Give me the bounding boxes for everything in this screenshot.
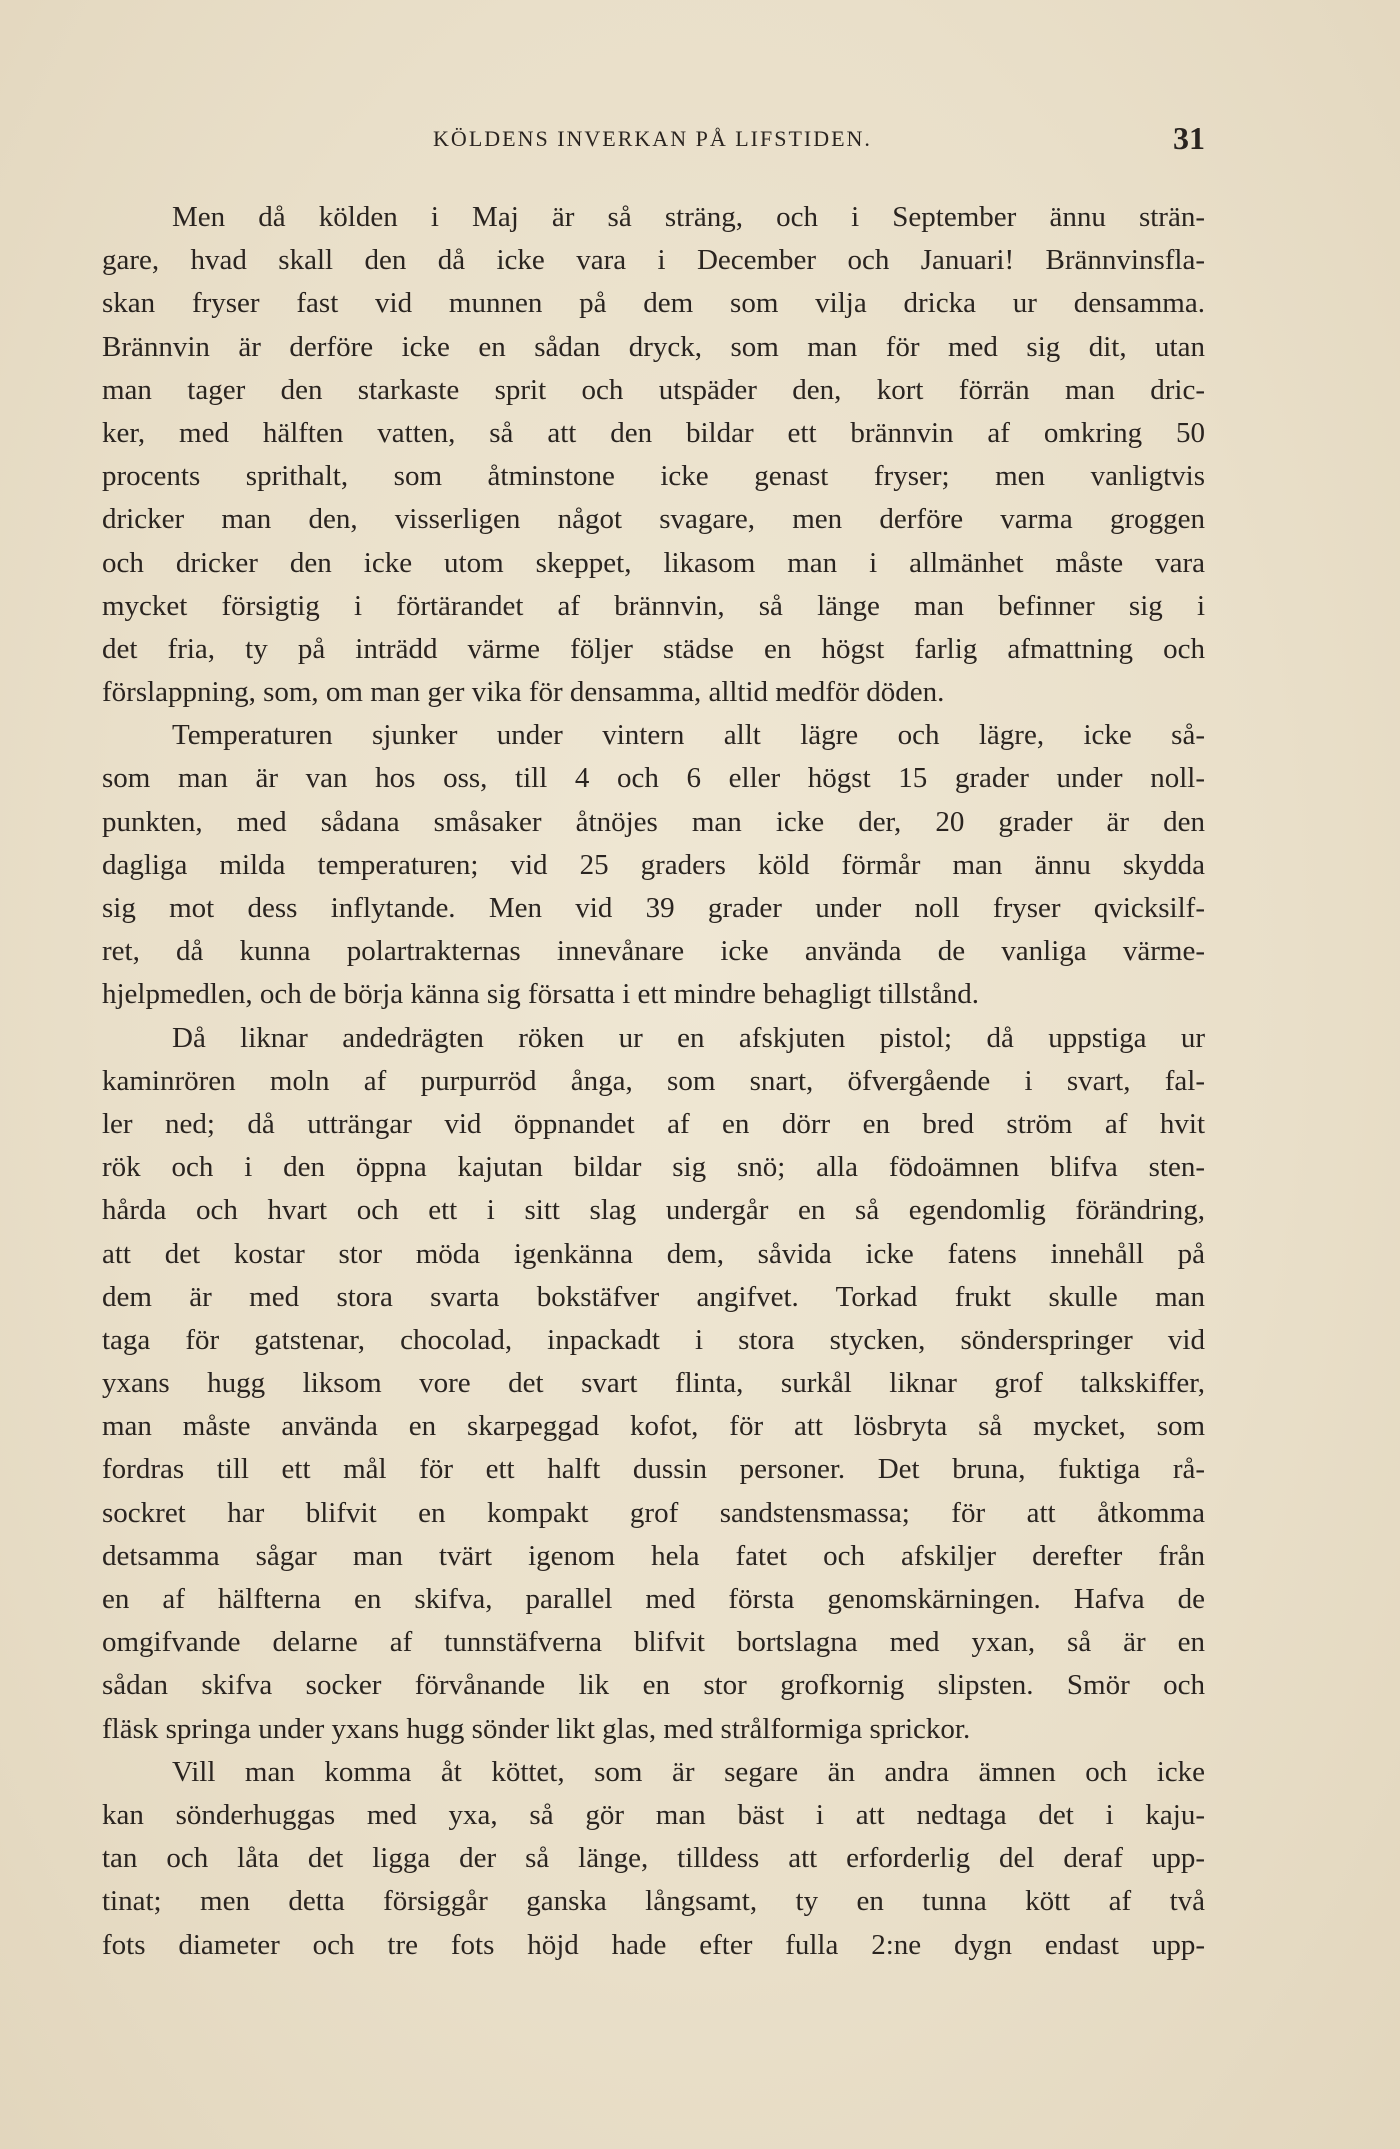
text-line: omgifvande delarne af tunnstäfverna blifvit bortslagna med yxan, så är en [102,1626,1205,1659]
text-line: sådan skifva socker förvånande lik en stor grofkornig slipsten. Smör och [102,1669,1205,1702]
text-line: dem är med stora svarta bokstäfver angifvet. Torkad frukt skulle man [102,1280,1205,1313]
text-line: punkten, med sådana småsaker åtnöjes man icke der, 20 grader är den [102,805,1205,838]
text-line: mycket försigtig i förtärandet af brännvin, så länge man befinner sig i [102,589,1205,622]
text-line: Då liknar andedrägten röken ur en afskjuten pistol; då uppstiga ur [172,1021,1205,1054]
text-line: sockret har blifvit en kompakt grof sandstensmassa; för att åtkomma [102,1496,1205,1529]
text-line: kan sönderhuggas med yxa, så gör man bäst i att nedtaga det i kaju- [102,1798,1205,1831]
text-line: kaminrören moln af purpurröd ånga, som snart, öfvergående i svart, fal- [102,1064,1205,1097]
text-line: tan och låta det ligga der så länge, tilldess att erforderlig del deraf upp- [102,1842,1205,1875]
text-line: det fria, ty på inträdd värme följer städse en högst farlig afmattning och [102,632,1205,665]
body-text [102,196,1205,1967]
text-line: Men då kölden i Maj är så sträng, och i September ännu strän- [172,201,1205,233]
text-line: procents sprithalt, som åtminstone icke genast fryser; men vanligtvis [102,460,1205,493]
text-line: att det kostar stor möda igenkänna dem, såvida icke fatens innehåll på [102,1237,1205,1270]
text-line: fots diameter och tre fots höjd hade efter fulla 2:ne dygn endast upp- [102,1928,1205,1961]
text-line: gare, hvad skall den då icke vara i December och Januari! Brännvinsfla- [102,244,1205,277]
text-line: Temperaturen sjunker under vintern allt lägre och lägre, icke så- [172,719,1205,752]
text-line: taga för gatstenar, chocolad, inpackadt i stora stycken, sönderspringer vid [102,1323,1205,1356]
page-number: 31 [1173,120,1205,156]
text-line: Brännvin är derföre icke en sådan dryck, som man för med sig dit, utan [102,330,1205,363]
text-line: ler ned; då utträngar vid öppnandet af en dörr en bred ström af hvit [102,1107,1205,1140]
text-line: fordras till ett mål för ett halft dussin personer. Det bruna, fuktiga rå- [102,1453,1205,1486]
text-line: ker, med hälften vatten, så att den bildar ett brännvin af omkring 50 [102,416,1205,449]
text-line: hjelpmedlen, och de börja känna sig försatta i ett mindre behagligt tillstånd. [102,978,980,1011]
text-line: tinat; men detta försiggår ganska långsamt, ty en tunna kött af två [102,1885,1205,1918]
text-line: man måste använda en skarpeggad kofot, för att lösbryta så mycket, som [102,1410,1205,1443]
text-line: förslappning, som, om man ger vika för densamma, alltid medför döden. [102,676,945,709]
running-title: KÖLDENS INVERKAN PÅ LIFSTIDEN. [433,126,872,151]
text-line: en af hälfterna en skifva, parallel med första genomskärningen. Hafva de [102,1583,1205,1615]
text-line: rök och i den öppna kajutan bildar sig snö; alla födoämnen blifva sten- [102,1151,1205,1184]
text-line: och dricker den icke utom skeppet, likasom man i allmänhet måste vara [102,546,1205,579]
text-line: Vill man komma åt köttet, som är segare än andra ämnen och icke [172,1755,1205,1788]
text-line: som man är van hos oss, till 4 och 6 eller högst 15 grader under noll- [102,762,1205,795]
text-line: fläsk springa under yxans hugg sönder likt glas, med strålformiga sprickor. [102,1712,971,1745]
text-line: yxans hugg liksom vore det svart flinta, surkål liknar grof talkskiffer, [102,1367,1205,1400]
text-line: hårda och hvart och ett i sitt slag undergår en så egendomlig förändring, [102,1194,1205,1227]
text-line: dagliga milda temperaturen; vid 25 graders köld förmår man ännu skydda [102,848,1205,881]
text-line: man tager den starkaste sprit och utspäder den, kort förrän man dric- [102,373,1205,406]
text-line: sig mot dess inflytande. Men vid 39 grader under noll fryser qvicksilf- [102,892,1205,924]
text-line: skan fryser fast vid munnen på dem som vilja dricka ur densamma. [102,287,1205,320]
text-line: ret, då kunna polartrakternas innevånare icke använda de vanliga värme- [102,935,1205,968]
text-line: dricker man den, visserligen något svagare, men derföre varma groggen [102,503,1205,536]
text-line: detsamma sågar man tvärt igenom hela fatet och afskiljer derefter från [102,1539,1205,1572]
running-head [100,120,1205,160]
